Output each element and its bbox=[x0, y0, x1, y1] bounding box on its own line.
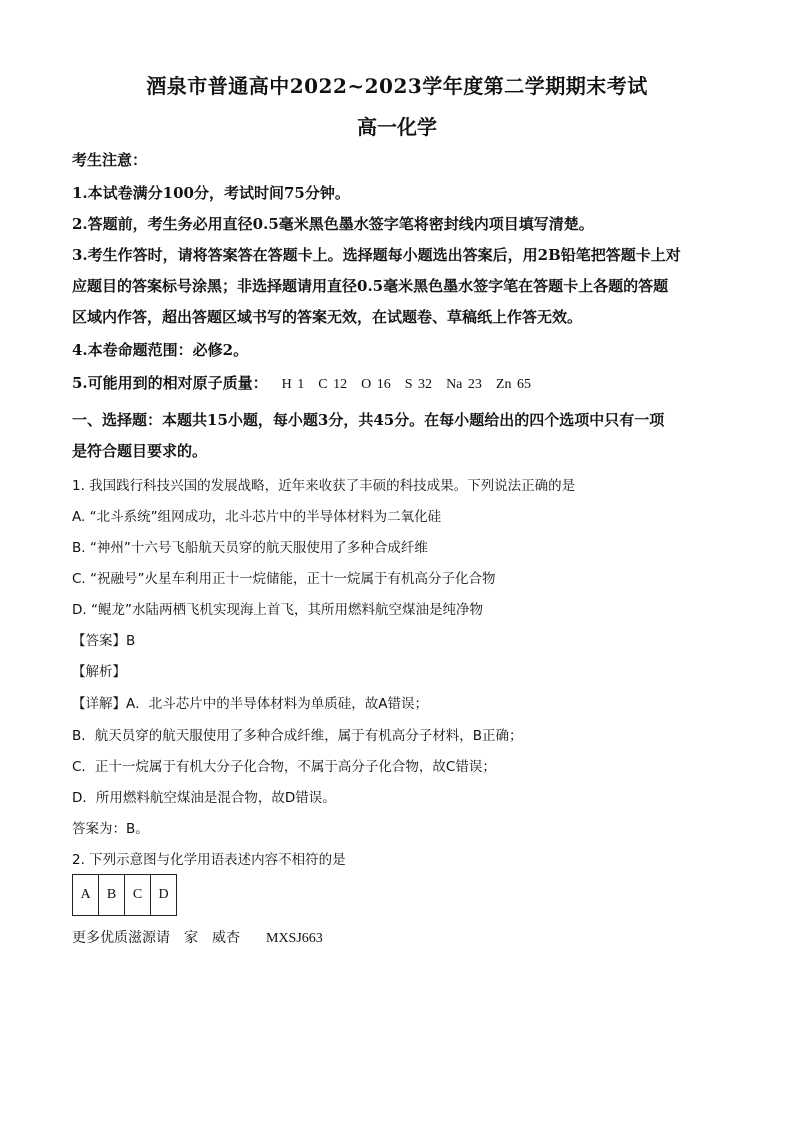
notice-heading: 考生注意： bbox=[72, 151, 148, 169]
question-1-detail-b: B．航天员穿的航天服使用了多种合成纤维，属于有机高分子材料，B正确； bbox=[72, 728, 523, 744]
question-1-conclusion: 答案为：B。 bbox=[72, 821, 149, 837]
atomic-mass-o: O 16 bbox=[361, 377, 391, 392]
footer-watermark bbox=[72, 927, 337, 947]
notice-item-3-line-2: 应题目的答案标号涂黑；非选择题请用直径0.5毫米黑色墨水签字笔在答题卡上各题的答题 bbox=[72, 277, 669, 295]
section-heading-line-2: 是符合题目要求的。 bbox=[72, 442, 208, 460]
notice-item-5 bbox=[72, 372, 545, 393]
question-1-analysis-label: 【解析】 bbox=[72, 664, 126, 680]
notice-item-1: 1.本试卷满分100分，考试时间75分钟。 bbox=[72, 184, 350, 202]
notice-item-4: 4.本卷命题范围：必修2。 bbox=[72, 341, 249, 359]
section-heading-line-1: 一、选择题：本题共15小题，每小题3分，共45分。在每小题给出的四个选项中只有一项 bbox=[72, 411, 665, 429]
notice-item-3-line-1: 3.考生作答时，请将答案答在答题卡上。选择题每小题选出答案后，用2B铅笔把答题卡上对 bbox=[72, 246, 681, 264]
exam-subject: 高一化学 bbox=[357, 115, 437, 139]
notice-item-3-line-3: 区域内作答，超出答题区域书写的答案无效，在试题卷、草稿纸上作答无效。 bbox=[72, 308, 583, 326]
question-1-answer: 【答案】B bbox=[72, 633, 136, 649]
footer-text-3: 威杏 bbox=[212, 930, 240, 946]
question-2-stem: 2. 下列示意图与化学用语表述内容不相符的是 bbox=[72, 852, 346, 868]
atomic-mass-h: H 1 bbox=[281, 377, 305, 392]
question-2-choice-d: D bbox=[151, 875, 177, 916]
question-2-choice-c: C bbox=[125, 875, 151, 916]
question-2-choice-a: A bbox=[73, 875, 99, 916]
question-2-choice-b: B bbox=[99, 875, 125, 916]
question-1-option-d: D. “鲲龙”水陆两栖飞机实现海上首飞，其所用燃料航空煤油是纯净物 bbox=[72, 602, 483, 618]
atomic-mass-s: S 32 bbox=[404, 377, 433, 392]
question-1-detail-a: 【详解】A．北斗芯片中的半导体材料为单质硅，故A错误； bbox=[72, 696, 428, 712]
atomic-mass-c: C 12 bbox=[318, 377, 348, 392]
atomic-mass-zn: Zn 65 bbox=[495, 377, 531, 392]
footer-code: MXSJ663 bbox=[266, 931, 323, 946]
question-1-option-c: C. “祝融号”火星车利用正十一烷储能，正十一烷属于有机高分子化合物 bbox=[72, 571, 496, 587]
question-1-option-a: A. “北斗系统”组网成功，北斗芯片中的半导体材料为二氧化硅 bbox=[72, 509, 442, 525]
atomic-mass-na: Na 23 bbox=[446, 377, 482, 392]
question-1-detail-c: C．正十一烷属于有机大分子化合物，不属于高分子化合物，故C错误； bbox=[72, 759, 496, 775]
question-1-option-b: B. “神州”十六号飞船航天员穿的航天服使用了多种合成纤维 bbox=[72, 540, 428, 556]
notice-item-2: 2.答题前，考生务必用直径0.5毫米黑色墨水签字笔将密封线内项目填写清楚。 bbox=[72, 215, 594, 233]
atomic-mass-label: 5.可能用到的相对原子质量： bbox=[72, 374, 268, 392]
question-2-choice-table bbox=[72, 874, 177, 916]
question-1-detail-d: D．所用燃料航空煤油是混合物，故D错误。 bbox=[72, 790, 336, 806]
footer-text-1: 更多优质滋源请 bbox=[72, 930, 170, 946]
exam-title: 酒泉市普通高中2022~2023学年度第二学期期末考试 bbox=[146, 74, 648, 98]
question-1-stem: 1. 我国践行科技兴国的发展战略，近年来收获了丰硕的科技成果。下列说法正确的是 bbox=[72, 478, 576, 494]
atomic-mass-list bbox=[282, 377, 545, 392]
footer-text-2: 家 bbox=[184, 930, 198, 946]
